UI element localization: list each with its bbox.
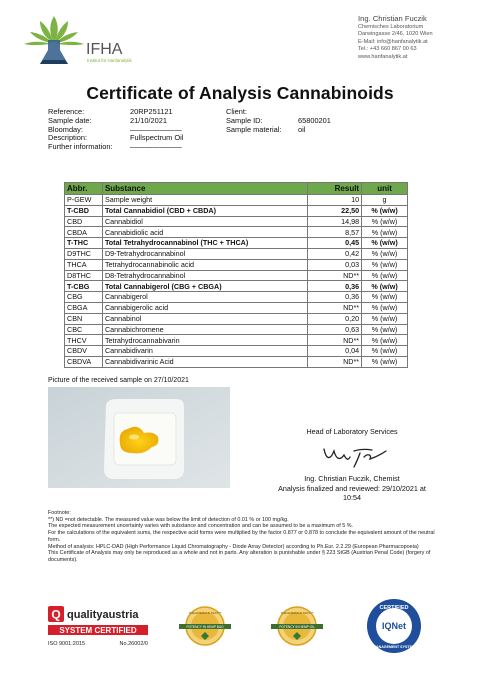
footnote xyxy=(48,510,448,564)
lab-website: www.hanfanalytik.at xyxy=(358,53,408,60)
footnote-heading: Footnote: xyxy=(48,510,71,516)
result-cell: 0,04 xyxy=(308,346,362,357)
unit-cell: g xyxy=(362,195,408,206)
unit-cell: % (w/w) xyxy=(362,259,408,270)
result-cell: 0,03 xyxy=(308,259,362,270)
lab-email: E-Mail: info@hanfanalytik.at xyxy=(358,38,428,45)
head-of-lab-label: Head of Laboratory Services xyxy=(306,427,398,436)
abbr-cell: THCV xyxy=(65,335,103,346)
table-row xyxy=(65,205,408,216)
description-value: Fullspectrum Oil xyxy=(130,133,184,143)
lab-address-block xyxy=(358,14,478,61)
abbr-cell: D9THC xyxy=(65,248,103,259)
table-row xyxy=(65,216,408,227)
lab-subtitle: Chemisches Laboratorium xyxy=(358,24,424,30)
analysis-finalized-line1: Analysis finalized and reviewed: 29/10/2021 at xyxy=(278,484,426,493)
unit-cell: % (w/w) xyxy=(362,227,408,238)
further-information-value: ——————— xyxy=(130,142,182,152)
sample-id-label: Sample ID: xyxy=(226,115,263,125)
description-label: Description: xyxy=(48,133,88,143)
sample-id-value: 65800201 xyxy=(298,115,331,125)
result-column-header: Result xyxy=(308,183,362,195)
analysis-finalized-line2: 10:54 xyxy=(343,493,361,502)
unit-cell: % (w/w) xyxy=(362,205,408,216)
footnote-line: **) ND =not detectable. The measured value was below the limit of detection of 0.01 % or 100 mg/kg. xyxy=(48,516,289,523)
abbr-cell: CBGA xyxy=(65,302,103,313)
result-cell: 22,50 xyxy=(308,205,362,216)
table-row xyxy=(65,248,408,259)
result-cell: 14,98 xyxy=(308,216,362,227)
abbr-cell: CBD xyxy=(65,216,103,227)
result-cell: 0,63 xyxy=(308,324,362,335)
ifha-tagline: Institut für Hanfanalytik xyxy=(87,58,132,63)
substance-cell: Cannabidivarin xyxy=(102,346,307,357)
bloomday-value: ——————— xyxy=(130,124,182,134)
emerald-top-label: THE EMERALD TEST™ xyxy=(280,611,314,615)
chemist-name: Ing. Christian Fuczik, Chemist xyxy=(304,474,400,483)
abbr-cell: CBDV xyxy=(65,346,103,357)
ifha-wordmark: IFHA xyxy=(86,41,123,58)
ifha-logo xyxy=(14,10,174,68)
result-cell: 0,42 xyxy=(308,248,362,259)
sample-photo xyxy=(48,387,230,488)
substance-cell: Cannabichromene xyxy=(102,324,307,335)
sample-date-label: Sample date: xyxy=(48,115,92,125)
result-cell: ND** xyxy=(308,302,362,313)
lab-phone: Tel.: +43 660 867 00 63 xyxy=(358,46,417,53)
meta-left-values xyxy=(130,108,183,152)
meta-left-labels xyxy=(48,108,113,152)
table-row xyxy=(65,227,408,238)
result-cell: 0,45 xyxy=(308,238,362,249)
emerald-bud-band: POTENCY IN HEMP BUD xyxy=(186,624,224,629)
quality-number: No.26002/0 xyxy=(119,641,148,647)
substance-cell: Cannabigerol xyxy=(102,292,307,303)
result-cell: ND** xyxy=(308,356,362,367)
sample-date-value: 21/10/2021 xyxy=(130,115,167,125)
abbr-cell: T-CBG xyxy=(65,281,103,292)
lab-name: Ing. Christian Fuczik xyxy=(358,14,427,23)
quality-band: SYSTEM CERTIFIED xyxy=(59,626,137,635)
unit-cell: % (w/w) xyxy=(362,346,408,357)
abbr-cell: THCA xyxy=(65,259,103,270)
result-cell: 0,20 xyxy=(308,313,362,324)
unit-cell: % (w/w) xyxy=(362,335,408,346)
sample-material-value: oil xyxy=(298,124,306,134)
client-label: Client: xyxy=(226,107,247,116)
abbr-cell: CBG xyxy=(65,292,103,303)
iqnet-name: IQNet xyxy=(381,621,407,631)
abbr-cell: D8THC xyxy=(65,270,103,281)
table-row xyxy=(65,302,408,313)
substance-cell: Sample weight xyxy=(102,195,307,206)
result-cell: 8,57 xyxy=(308,227,362,238)
emerald-test-bud-badge xyxy=(173,606,237,646)
table-row xyxy=(65,270,408,281)
results-table xyxy=(64,182,408,368)
substance-cell: Total Tetrahydrocannabinol (THC + THCA) xyxy=(102,238,307,249)
meta-right-values xyxy=(298,108,331,134)
reference-value: 20RP251121 xyxy=(130,107,173,116)
substance-cell: Total Cannabigerol (CBG + CBGA) xyxy=(102,281,307,292)
quality-austria-badge xyxy=(48,604,156,650)
iqnet-top-label: CERTIFIED xyxy=(379,605,409,611)
handwritten-signature xyxy=(320,441,390,469)
abbr-cell: T-CBD xyxy=(65,205,103,216)
abbr-column-header: Abbr. xyxy=(65,183,103,195)
footnote-line: For the calculations of the equivalent sums, the respective acid forms were multiplied by the factor 0.877 or 0.878 to conclude the equivalent amount of the neutral form. xyxy=(48,530,435,543)
unit-cell: % (w/w) xyxy=(362,324,408,335)
substance-cell: Cannabidiol xyxy=(102,216,307,227)
lab-address: Darwingasse 2/46, 1020 Wien xyxy=(358,31,433,38)
unit-cell: % (w/w) xyxy=(362,281,408,292)
unit-cell: % (w/w) xyxy=(362,302,408,313)
result-cell: 0,36 xyxy=(308,281,362,292)
iqnet-badge xyxy=(366,598,422,654)
table-row xyxy=(65,195,408,206)
svg-text:Q: Q xyxy=(51,607,61,622)
result-cell: ND** xyxy=(308,270,362,281)
table-row xyxy=(65,356,408,367)
abbr-cell: T-THC xyxy=(65,238,103,249)
substance-cell: Cannabidivarinic Acid xyxy=(102,356,307,367)
substance-cell: D9-Tetrahydrocannabinol xyxy=(102,248,307,259)
reference-label: Reference: xyxy=(48,107,85,116)
sample-material-label: Sample material: xyxy=(226,124,282,134)
quality-iso: ISO 9001:2015 xyxy=(48,641,86,647)
iqnet-bottom-label: MANAGEMENT SYSTEM xyxy=(373,645,415,649)
substance-cell: Cannabinol xyxy=(102,313,307,324)
quality-name: qualityaustria xyxy=(67,609,139,621)
result-cell: 10 xyxy=(308,195,362,206)
substance-cell: Total Cannabidiol (CBD + CBDA) xyxy=(102,205,307,216)
abbr-cell: P-GEW xyxy=(65,195,103,206)
footnote-line: The expected measurement uncertainty varies with substance and concentration and can be assumed to be a maximum of 5 %. xyxy=(48,523,354,530)
unit-cell: % (w/w) xyxy=(362,238,408,249)
bloomday-label: Bloomday: xyxy=(48,124,83,134)
emerald-test-oil-badge xyxy=(265,606,329,646)
table-header-row xyxy=(65,183,408,195)
unit-cell: % (w/w) xyxy=(362,216,408,227)
unit-cell: % (w/w) xyxy=(362,313,408,324)
table-row xyxy=(65,281,408,292)
abbr-cell: CBDVA xyxy=(65,356,103,367)
substance-cell: Tetrahydrocannabivarin xyxy=(102,335,307,346)
table-row xyxy=(65,324,408,335)
table-row xyxy=(65,238,408,249)
table-row xyxy=(65,292,408,303)
unit-cell: % (w/w) xyxy=(362,270,408,281)
table-row xyxy=(65,313,408,324)
table-row xyxy=(65,259,408,270)
abbr-cell: CBC xyxy=(65,324,103,335)
document-title: Certificate of Analysis Cannabinoids xyxy=(86,83,394,103)
emerald-oil-band: POTENCY IN HEMP OIL xyxy=(279,624,315,629)
substance-cell: D8-Tetrahydrocannabinol xyxy=(102,270,307,281)
substance-cell: Tetrahydrocannabinolic acid xyxy=(102,259,307,270)
further-information-label: Further information: xyxy=(48,142,113,152)
unit-column-header: unit xyxy=(362,183,408,195)
footnote-line: This Certificate of Analysis may only be reproduced as a whole and not in parts. Any alteration is punishable under § 223 StGB (Austrian Penal Code) (forgery of documents). xyxy=(48,550,431,563)
unit-cell: % (w/w) xyxy=(362,292,408,303)
substance-cell: Cannabidiolic acid xyxy=(102,227,307,238)
unit-cell: % (w/w) xyxy=(362,248,408,259)
unit-cell: % (w/w) xyxy=(362,356,408,367)
result-cell: 0,36 xyxy=(308,292,362,303)
table-row xyxy=(65,346,408,357)
substance-column-header: Substance xyxy=(102,183,307,195)
result-cell: ND** xyxy=(308,335,362,346)
picture-caption: Picture of the received sample on 27/10/2021 xyxy=(48,377,189,384)
meta-right-labels xyxy=(226,108,281,134)
abbr-cell: CBDA xyxy=(65,227,103,238)
substance-cell: Cannabigerolic acid xyxy=(102,302,307,313)
emerald-top-label: THE EMERALD TEST™ xyxy=(188,611,222,615)
table-row xyxy=(65,335,408,346)
abbr-cell: CBN xyxy=(65,313,103,324)
footnote-line: Method of analysis: HPLC-DAD (High Performance Liquid Chromatography - Diode Array Detector) according to Ph.Eur. 2.2.29 (European Pharmacopoeia) xyxy=(48,543,419,550)
